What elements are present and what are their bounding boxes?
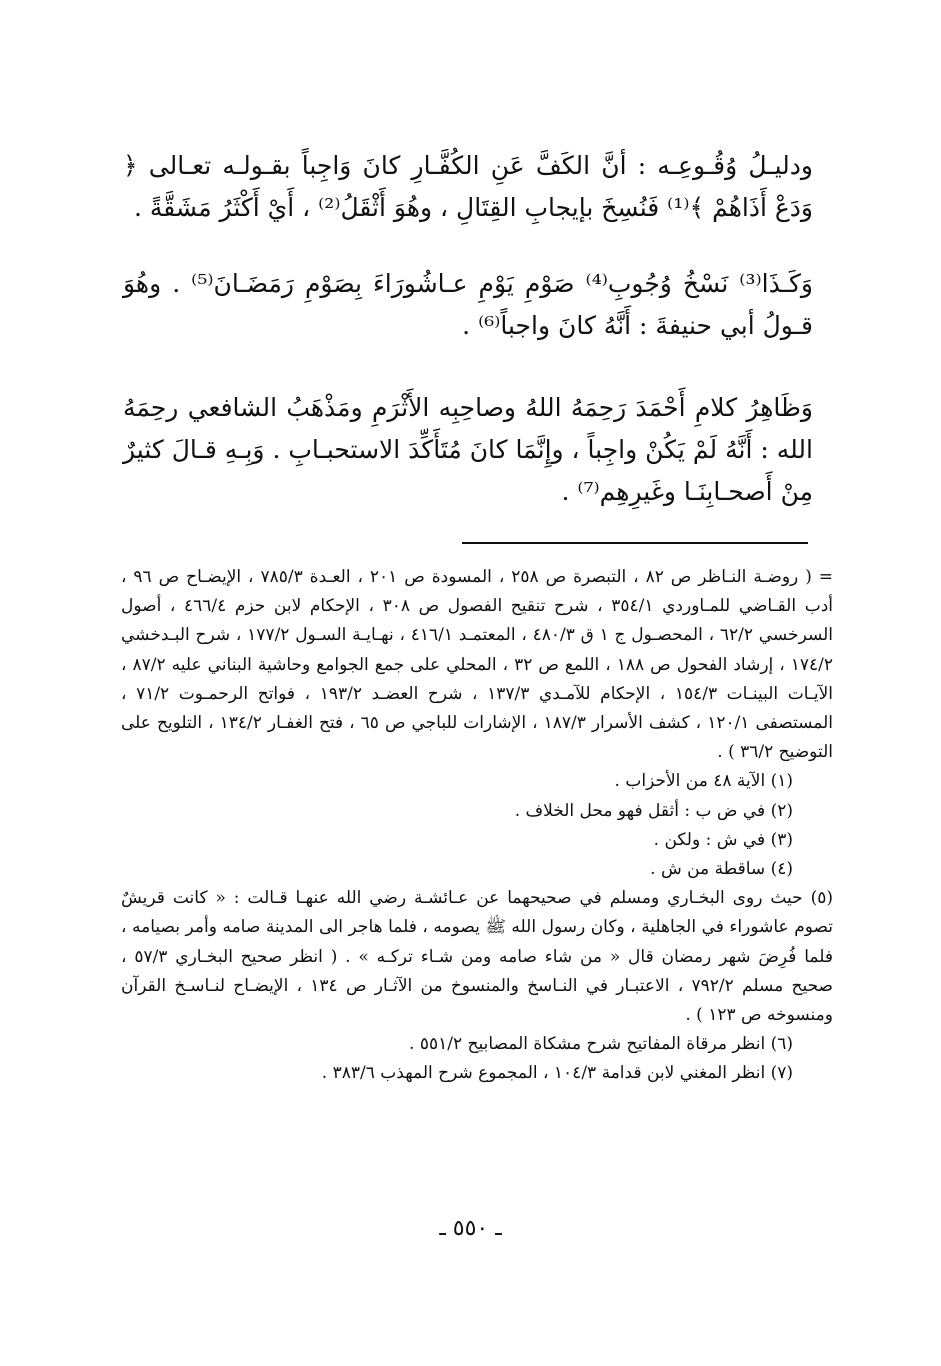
- body-paragraph-2: وَكَـذَا⁽³⁾ نَسْخُ وُجُوبِ⁽⁴⁾ صَوْمِ يَوْمِ عـاشُورَاءَ بِصَوْمِ رَمَضَـانَ⁽⁵⁾ . وهُوَ قـولُ أبي حنيفةَ : أَنَّهُ كانَ واجباً⁽⁶⁾ .: [123, 269, 813, 340]
- body-paragraph-3: وَظَاهِرُ كلامِ أَحْمَدَ رَحِمَهُ اللهُ وصاحِبِه الأَثْرَمِ ومَذْهَبُ الشافعي رحِمَهُ الله : أَنَّهُ لَمْ يَكُنْ واجِباً ، وإِنَّمَا كانَ مُتَأَكِّدَ الاستحبـابِ . وَبِـهِ قـالَ كثيرٌ مِنْ أَصحـابِنَـا وغَيرِهِم⁽⁷⁾ .: [123, 393, 813, 506]
- footnote-7: (٧) انظر المغني لابن قدامة ١٠٤/٣ ، المجموع شرح المهذب ٣٨٣/٦ .: [321, 1063, 793, 1084]
- footnote-continuation: = ( روضـة النـاظر ص ٨٢ ، التبصرة ص ٢٥٨ ، المسودة ص ٢٠١ ، العـدة ٧٨٥/٣ ، الإيضـاح ص ٩٦ ، أدب القـاضي للمـاوردي ٣٥٤/١ ، شرح تنقيح الفصول ص ٣٠٨ ، الإحكام لابن حزم ٤٦٦/٤ ، أصول السرخسي ٦٢/٢ ، المحصـول ج ١ ق ٤٨٠/٣ ، المعتمـد ٤١٦/١ ، نهـايـة السـول ١٧٧/٢ ، شرح البـدخشي ١٧٤/٢ ، إرشاد الفحول ص ١٨٨ ، اللمع ص ٣٢ ، المحلي على جمع الجوامع وحاشية البناني عليه ٨٧/٢ ، الآيـات البينـات ١٥٤/٣ ، الإحكام للآمـدي ١٣٧/٣ ، شرح العضـد ١٩٣/٢ ، فواتح الرحمـوت ٧١/٢ ، المستصفى ١٢٠/١ ، كشف الأسرار ١٨٧/٣ ، الإشارات للباجي ص ٦٥ ، فتح الغفـار ١٣٤/٢ ، التلويح على التوضيح ٣٦/٢ ) .: [121, 567, 834, 763]
- body-paragraph-1: ودليـلُ وُقُـوعِـه : أنَّ الكَفَّ عَنِ الكُفَّـارِ كانَ وَاجِباً بقـولـه تعـالى ﴿ وَدَعْ أَذَاهُمْ ﴾⁽¹⁾ فَنُسِخَ بإيجابِ القِتَالِ ، وهُوَ أَثْقَلُ⁽²⁾ ، أَيْ أَكْثَرُ مَشَقَّةً .: [123, 151, 813, 222]
- footnotes: [121, 563, 833, 1089]
- footnote-6: (٦) انظر مرقاة المفاتيح شرح مشكاة المصابيح ٥٥١/٢ .: [409, 1034, 793, 1055]
- footnote-separator: [462, 542, 808, 544]
- footnote-4: (٤) ساقطة من ش .: [650, 859, 793, 880]
- footnote-2: (٢) في ض ب : أثقل فهو محل الخلاف .: [514, 800, 793, 821]
- page-number: ـ ٥٥٠ ـ: [439, 1216, 502, 1241]
- footnote-3: (٣) في ش : ولكن .: [653, 829, 793, 850]
- footnote-5: (٥) حيث روى البخـاري ومسلم في صحيحهما عن عـائشـة رضي الله عنهـا قـالت : « كانت قريشٌ تصوم عاشوراء في الجاهلية ، وكان رسول الله ﷺ يصومه ، فلما هاجر الى المدينة صامه وأمر بصيامه ، فلما فُرِضَ شهر رمضان قال « من شاء صامه ومن شـاء تركـه » . ( انظر صحيح البخـاري ٥٧/٣ ، صحيح مسلم ٧٩٢/٢ ، الاعتبـار في النـاسخ والمنسوخ من الآثـار ص ١٣٤ ، الإيضـاح لنـاسـخ القرآن ومنسوخه ص ١٢٣ ) .: [121, 888, 833, 1026]
- footnote-1: (١) الآية ٤٨ من الأحزاب .: [614, 771, 793, 792]
